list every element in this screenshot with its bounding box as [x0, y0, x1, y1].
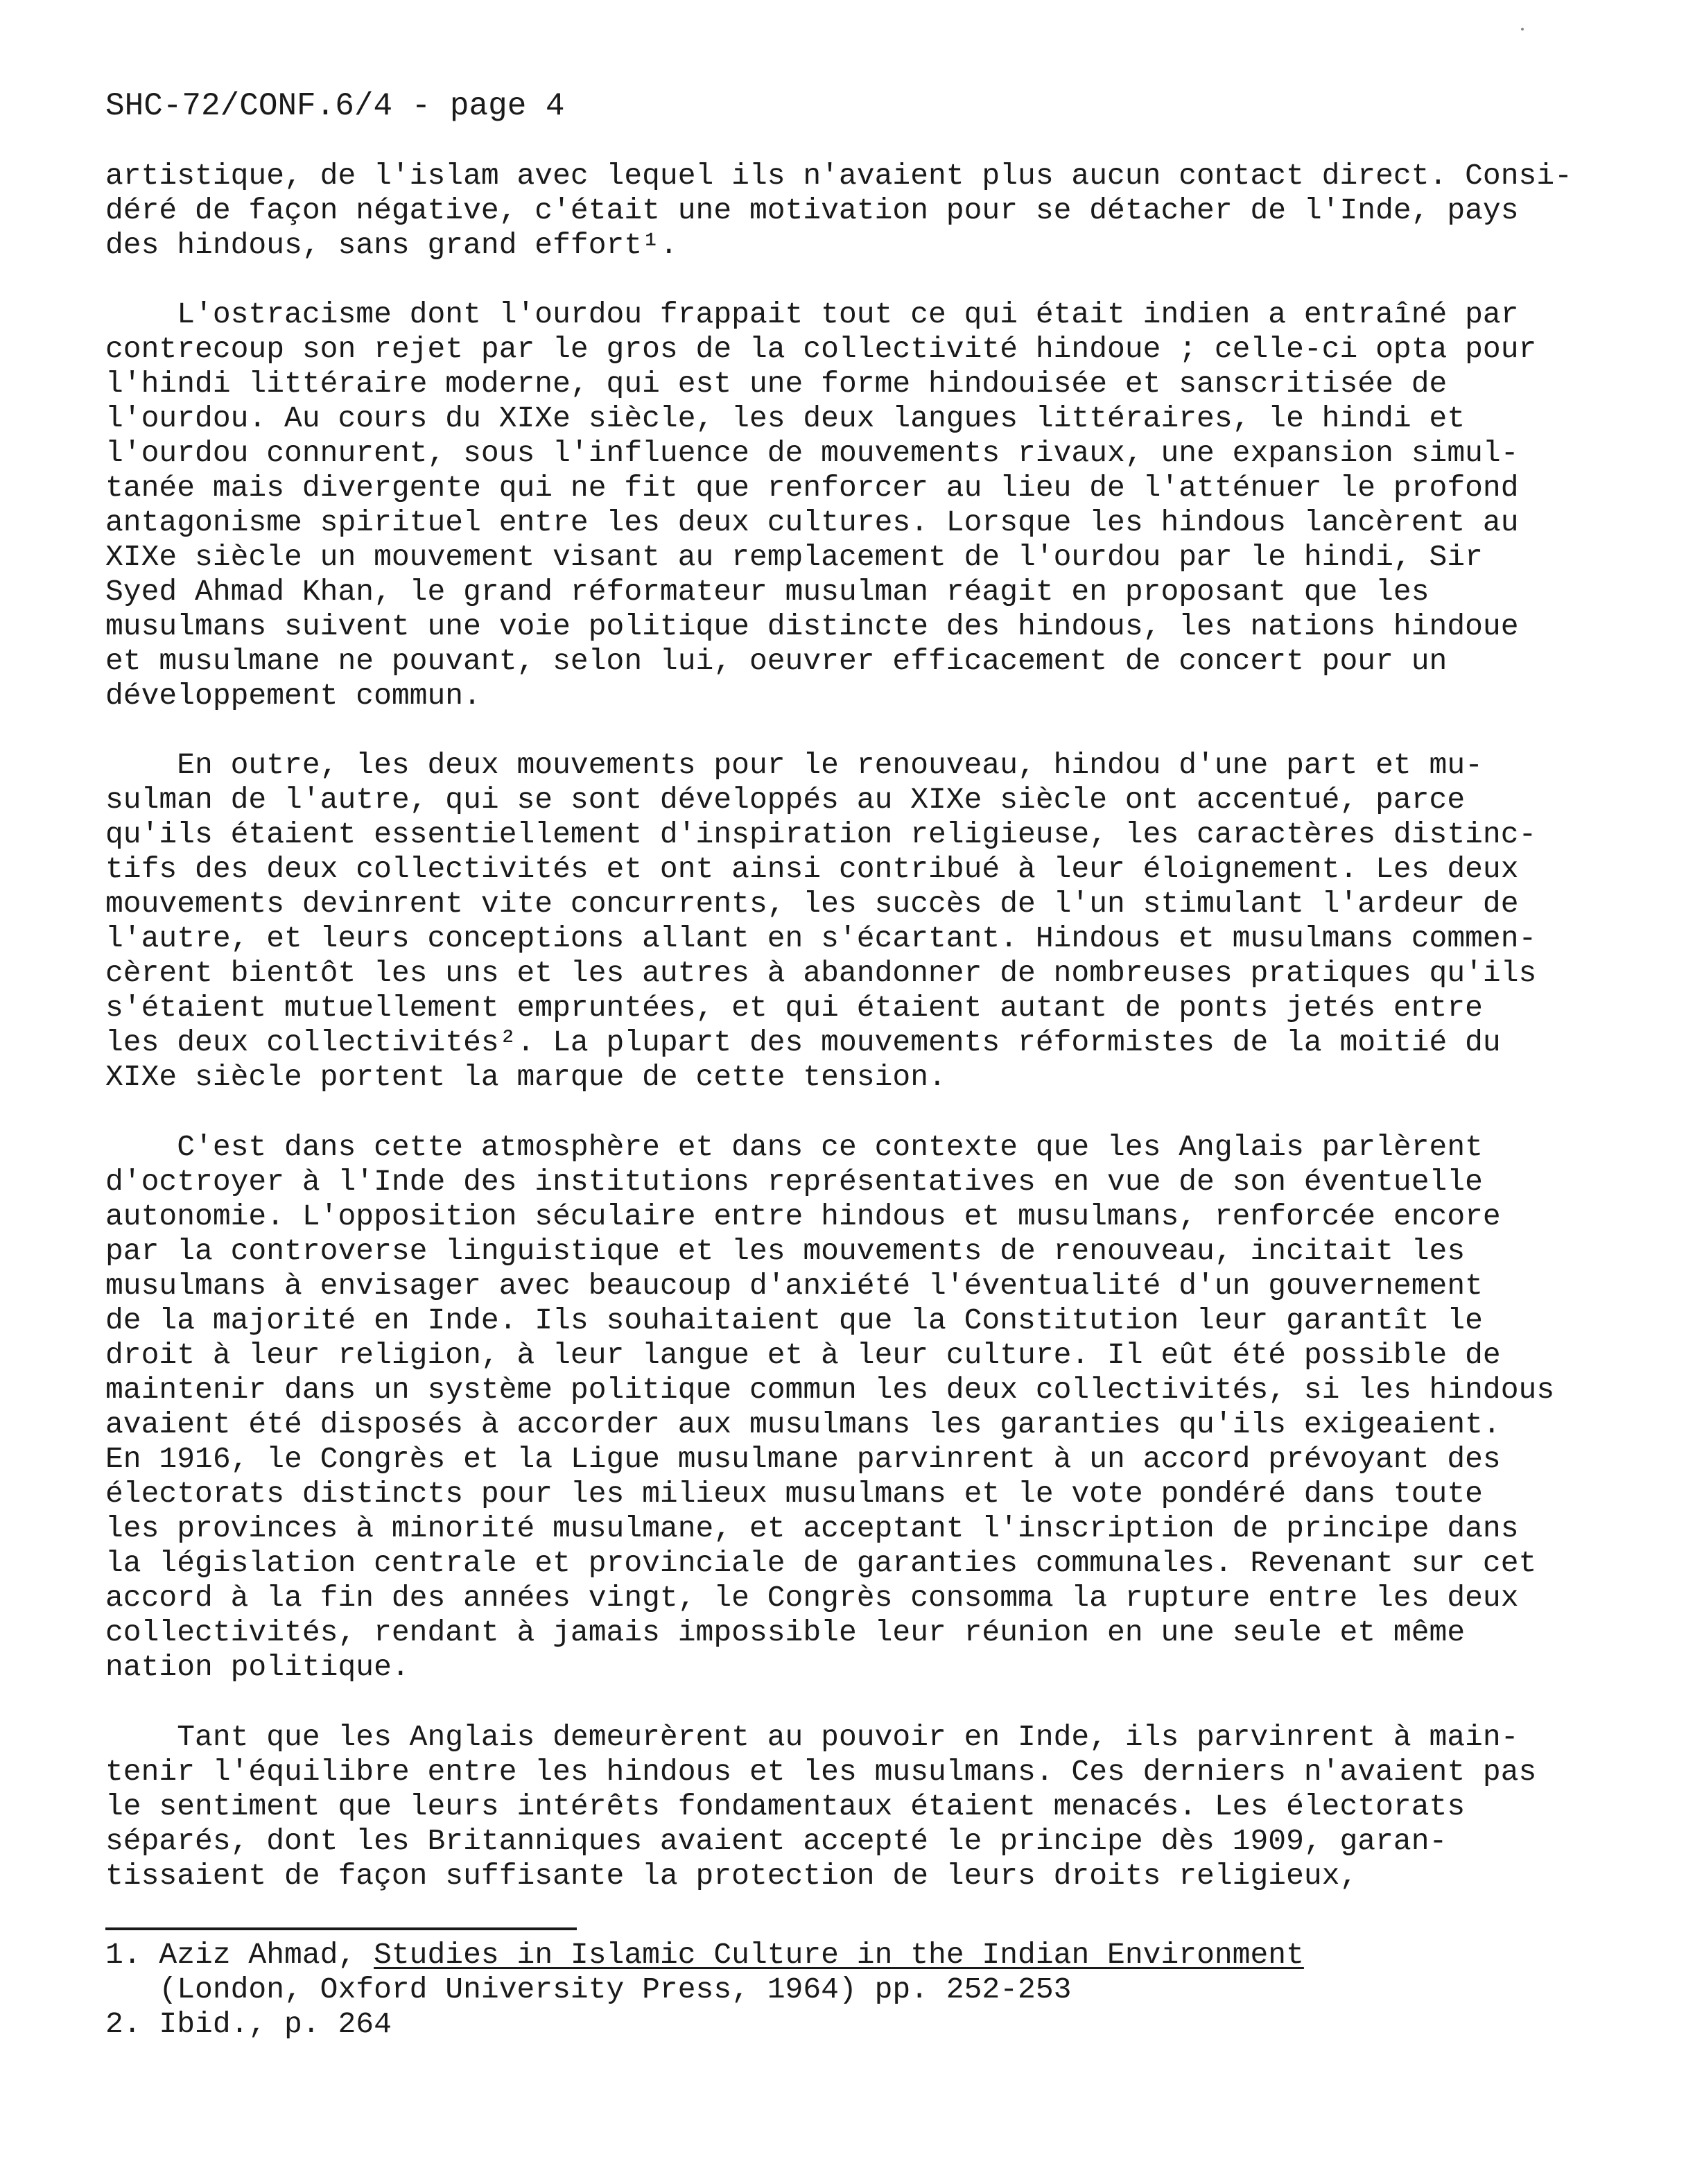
footnote-1-prefix: 1. Aziz Ahmad, [105, 1938, 374, 1972]
scan-speck [1521, 28, 1524, 31]
footnote-1-title: Studies in Islamic Culture in the Indian Environment [374, 1938, 1304, 1972]
paragraph-2: L'ostracisme dont l'ourdou frappait tout ce qui était indien a entraîné par contrecoup son rejet par le gros de la collectivité hindoue ; celle-ci opta pour l'hindi littéraire moderne, qui est une forme hindouisée et sanscritisée de l'ourdou. Au cours du XIXe siècle, les deux langues littéraires, le hindi et l'ourdou connurent, sous l'influence de mouvements rivaux, une expansion simul- tanée mais divergente qui ne fit que renforcer au lieu de l'atténuer le profond antagonisme spirituel entre les deux cultures. Lorsque les hindous lancèrent au XIXe siècle un mouvement visant au remplacement de l'ourdou par le hindi, Sir Syed Ahmad Khan, le grand réformateur musulman réagit en proposant que les musulmans suivent une voie politique distincte des hindous, les nations hindoue et musulmane ne pouvant, selon lui, oeuvrer efficacement de concert pour un développement commun. [105, 297, 1537, 713]
page-header: SHC-72/CONF.6/4 - page 4 [105, 88, 565, 124]
paragraph-1: artistique, de l'islam avec lequel ils n'avaient plus aucun contact direct. Consi- déré de façon négative, c'était une motivation pour se détacher de l'Inde, pays des hindous, sans grand effort¹. [105, 159, 1572, 262]
footnote-divider [105, 1927, 577, 1930]
footnotes [105, 1938, 1304, 2042]
paragraph-3: En outre, les deux mouvements pour le renouveau, hindou d'une part et mu- sulman de l'autre, qui se sont développés au XIXe siècle ont accentué, parce qu'ils étaient essentiellement d'inspiration religieuse, les caractères distinc- tifs des deux collectivités et ont ainsi contribué à leur éloignement. Les deux mouvements devinrent vite concurrents, les succès de l'un stimulant l'ardeur de l'autre, et leurs conceptions allant en s'écartant. Hindous et musulmans commen- cèrent bientôt les uns et les autres à abandonner de nombreuses pratiques qu'ils s'étaient mutuellement empruntées, et qui étaient autant de ponts jetés entre les deux collectivités². La plupart des mouvements réformistes de la moitié du XIXe siècle portent la marque de cette tension. [105, 748, 1537, 1094]
paragraph-5: Tant que les Anglais demeurèrent au pouvoir en Inde, ils parvinrent à main- tenir l'équilibre entre les hindous et les musulmans. Ces derniers n'avaient pas le sentiment que leurs intérêts fondamentaux étaient menacés. Les électorats séparés, dont les Britanniques avaient accepté le principe dès 1909, garan- tissaient de façon suffisante la protection de leurs droits religieux, [105, 1720, 1537, 1893]
footnote-1-continuation: (London, Oxford University Press, 1964) pp. 252-253 [159, 1973, 1072, 2007]
footnote-2: 2. Ibid., p. 264 [105, 2007, 392, 2041]
paragraph-4: C'est dans cette atmosphère et dans ce contexte que les Anglais parlèrent d'octroyer à l'Inde des institutions représentatives en vue de son éventuelle autonomie. L'opposition séculaire entre hindous et musulmans, renforcée encore par la controverse linguistique et les mouvements de renouveau, incitait les musulmans à envisager avec beaucoup d'anxiété l'éventualité d'un gouvernement de la majorité en Inde. Ils souhaitaient que la Constitution leur garantît le droit à leur religion, à leur langue et à leur culture. Il eût été possible de maintenir dans un système politique commun les deux collectivités, si les hindous avaient été disposés à accorder aux musulmans les garanties qu'ils exigeaient. En 1916, le Congrès et la Ligue musulmane parvinrent à un accord prévoyant des électorats distincts pour les milieux musulmans et le vote pondéré dans toute les provinces à minorité musulmane, et acceptant l'inscription de principe dans la législation centrale et provinciale de garanties communales. Revenant sur cet accord à la fin des années vingt, le Congrès consomma la rupture entre les deux collectivités, rendant à jamais impossible leur réunion en une seule et même nation politique. [105, 1130, 1555, 1684]
